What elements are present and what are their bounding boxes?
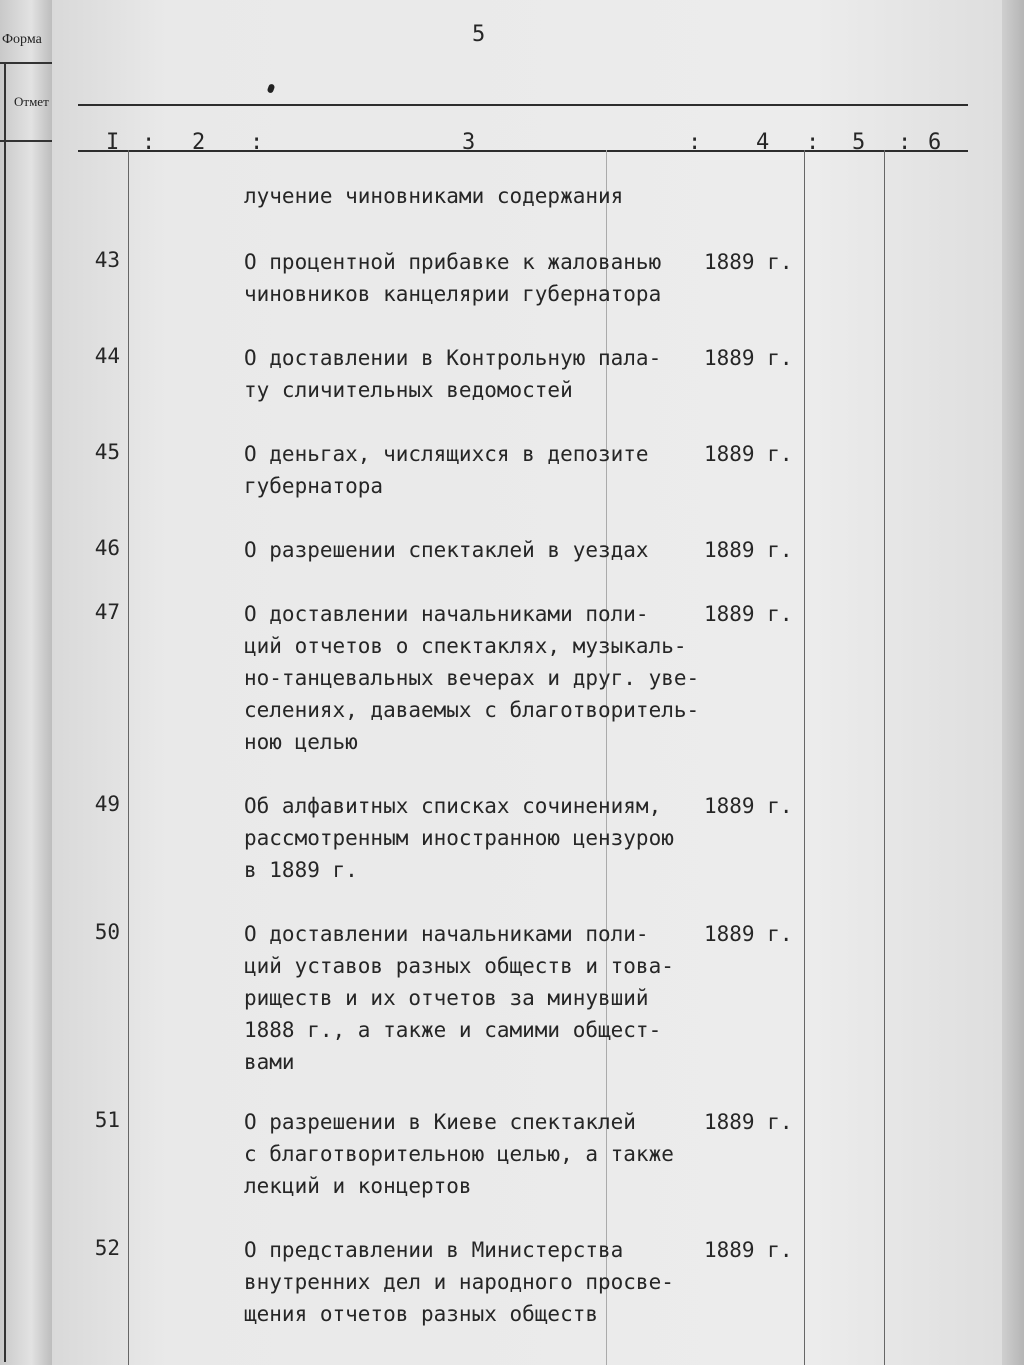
page-number: 5 [472, 22, 486, 47]
column-header: : [142, 130, 156, 155]
row-year: 1889 г. [704, 538, 793, 562]
row-title-line: О разрешении в Киеве спектаклей [244, 1110, 636, 1134]
row-number: 51 [94, 1108, 120, 1132]
column-rule [884, 150, 885, 1365]
column-header: : [898, 130, 912, 155]
row-title-line: О доставлении начальниками поли- [244, 922, 649, 946]
column-header: 5 [852, 130, 866, 155]
row-title-line: вами [244, 1050, 295, 1074]
header-bottom-rule [78, 150, 968, 152]
column-header: I [106, 130, 120, 155]
row-title-line: О представлении в Министерства [244, 1238, 624, 1262]
column-header: : [250, 130, 264, 155]
row-title-line: ною целью [244, 730, 358, 754]
row-title-line: чиновников канцелярии губернатора [244, 282, 662, 306]
row-number: 43 [94, 248, 120, 272]
row-title-line: Об алфавитных списках сочинениям, [244, 794, 662, 818]
row-title-line: О процентной прибавке к жалованью [244, 250, 662, 274]
row-title-line: О деньгах, числящихся в депозите [244, 442, 649, 466]
row-number: 47 [94, 600, 120, 624]
page-edge-right [1002, 0, 1024, 1365]
row-title-line: ций отчетов о спектаклях, музыкаль- [244, 634, 687, 658]
row-year: 1889 г. [704, 1110, 793, 1134]
row-year: 1889 г. [704, 346, 793, 370]
row-year: 1889 г. [704, 602, 793, 626]
row-title-line: губернатора [244, 474, 384, 498]
column-rule [804, 150, 805, 1365]
row-number: 46 [94, 536, 120, 560]
row-title-line: щения отчетов разных обществ [244, 1302, 599, 1326]
row-year: 1889 г. [704, 442, 793, 466]
column-header: : [806, 130, 820, 155]
row-title-line: в 1889 г. [244, 858, 358, 882]
row-number: 45 [94, 440, 120, 464]
column-rule [128, 150, 129, 1365]
row-year: 1889 г. [704, 250, 793, 274]
column-header: 2 [192, 130, 206, 155]
column-rule [606, 150, 607, 1365]
row-number: 50 [94, 920, 120, 944]
row-title-line: риществ и их отчетов за минувший [244, 986, 649, 1010]
row-title-line: но-танцевальных вечерах и друг. уве- [244, 666, 700, 690]
row-title-line: ций уставов разных обществ и това- [244, 954, 674, 978]
row-title-line: О разрешении спектаклей в уездах [244, 538, 649, 562]
column-header: 3 [462, 130, 476, 155]
row-title-line: рассмотренным иностранною цензурою [244, 826, 674, 850]
row-year: 1889 г. [704, 1238, 793, 1262]
header-top-rule [78, 104, 968, 106]
column-header: 4 [756, 130, 770, 155]
row-number: 52 [94, 1236, 120, 1260]
row-title-line: О доставлении начальниками поли- [244, 602, 649, 626]
row-number: 44 [94, 344, 120, 368]
row-title-line: 1888 г., а также и самими общест- [244, 1018, 662, 1042]
row-title-line: селениях, даваемых с благотворитель- [244, 698, 700, 722]
row-year: 1889 г. [704, 794, 793, 818]
row-title-line: с благотворительною целью, а также [244, 1142, 674, 1166]
continuation-text: лучение чиновниками содержания [244, 184, 624, 208]
row-title-line: лекций и концертов [244, 1174, 472, 1198]
row-year: 1889 г. [704, 922, 793, 946]
row-title-line: внутренних дел и народного просве- [244, 1270, 674, 1294]
row-title-line: О доставлении в Контрольную пала- [244, 346, 662, 370]
row-number: 49 [94, 792, 120, 816]
previous-page-edge [0, 0, 52, 1365]
form-label: Форма [2, 32, 42, 47]
column-header: : [688, 130, 702, 155]
row-title-line: ту сличительных ведомостей [244, 378, 573, 402]
column-header: 6 [928, 130, 942, 155]
marks-label: Отмет [14, 94, 49, 109]
